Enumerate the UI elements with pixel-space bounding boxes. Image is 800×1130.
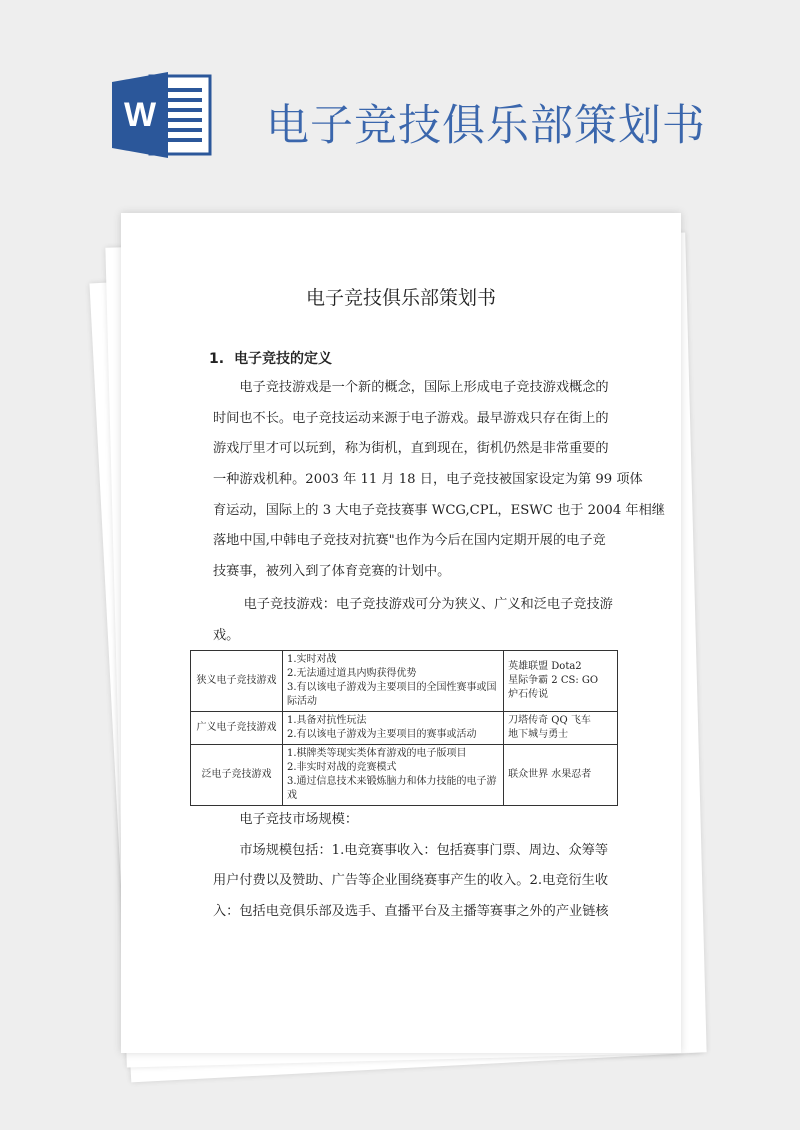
criteria-item: 2.无法通过道具内购获得优势 xyxy=(286,668,417,679)
table-row xyxy=(191,712,618,745)
table-row xyxy=(191,745,618,806)
criteria-item: 1.具备对抗性玩法 xyxy=(286,715,367,726)
game-line: 联众世界 水果忍者 xyxy=(508,769,592,780)
paragraph-line: 入：包括电竞俱乐部及选手、直播平台及主播等赛事之外的产业链核 xyxy=(213,904,609,920)
paragraph-categories xyxy=(213,590,623,651)
paragraph-line: 电子竞技市场规模： xyxy=(213,812,359,827)
word-document-icon xyxy=(112,72,212,158)
paragraph-line: 一种游戏机种。2003 年 11 月 18 日，电子竞技被国家设定为第 99 项体 xyxy=(213,472,643,488)
table-cell-games xyxy=(504,651,618,712)
game-line: 炉石传说 xyxy=(508,689,549,700)
criteria-item: 3.通过信息技术来锻炼脑力和体力技能的电子游戏 xyxy=(286,776,497,801)
table-row xyxy=(191,651,618,712)
game-line: 地下城与勇士 xyxy=(508,729,569,740)
category-table xyxy=(190,650,618,806)
paragraph-line: 游戏厅里才可以玩到，称为街机，直到现在，街机仍然是非常重要的 xyxy=(213,441,609,457)
table-cell-criteria xyxy=(282,712,503,745)
table-cell-games xyxy=(504,712,618,745)
paragraph-line: 戏。 xyxy=(213,627,240,643)
paragraph-line: 育运动，国际上的 3 大电子竞技赛事 WCG,CPL，ESWC 也于 2004 年相继 xyxy=(213,502,665,518)
paragraph-line: 电子竞技游戏是一个新的概念，国际上形成电子竞技游戏概念的 xyxy=(213,380,609,395)
table-cell-category: 狭义电子竞技游戏 xyxy=(191,651,283,712)
paragraph-market xyxy=(213,805,623,928)
paragraph-line: 市场规模包括：1.电竞赛事收入：包括赛事门票、周边、众筹等 xyxy=(213,842,609,858)
criteria-item: 2.有以该电子游戏为主要项目的赛事或活动 xyxy=(286,729,477,740)
document-title: 电子竞技俱乐部策划书 xyxy=(305,287,496,309)
paragraph-line: 电子竞技游戏：电子竞技游戏可分为狭义、广义和泛电子竞技游 xyxy=(213,597,613,612)
criteria-item: 2.非实时对战的竞赛模式 xyxy=(286,762,397,773)
table-cell-criteria xyxy=(282,745,503,806)
table-cell-criteria xyxy=(282,651,503,712)
game-line: 刀塔传奇 QQ 飞车 xyxy=(508,715,591,726)
paragraph-line: 技赛事，被列入到了体育竞赛的计划中。 xyxy=(213,564,451,580)
table-cell-category: 广义电子竞技游戏 xyxy=(191,712,283,745)
criteria-item: 1.棋牌类等现实类体育游戏的电子版项目 xyxy=(286,748,467,759)
game-line: 英雄联盟 Dota2 xyxy=(508,661,582,672)
criteria-item: 3.有以该电子游戏为主要项目的全国性赛事或国际活动 xyxy=(286,682,497,707)
paragraph-line: 用户付费以及赞助、广告等企业围绕赛事产生的收入。2.电竞衍生收 xyxy=(213,873,609,889)
document-page xyxy=(121,213,681,1053)
paragraph-definition xyxy=(213,373,665,588)
banner-title: 电子竞技俱乐部策划书 xyxy=(266,101,706,151)
word-logo-letter: W xyxy=(123,96,157,134)
section-heading xyxy=(209,348,332,368)
paragraph-line: 时间也不长。电子竞技运动来源于电子游戏。最早游戏只存在街上的 xyxy=(213,410,609,426)
game-line: 星际争霸 2 CS: GO xyxy=(508,675,599,686)
section-title: 电子竞技的定义 xyxy=(234,351,333,367)
criteria-item: 1.实时对战 xyxy=(286,654,337,665)
table-cell-category: 泛电子竞技游戏 xyxy=(191,745,283,806)
table-cell-games xyxy=(504,745,618,806)
paragraph-line: 落地中国,中韩电子竞技对抗赛"也作为今后在国内定期开展的电子竞 xyxy=(213,533,606,549)
banner xyxy=(0,0,800,200)
section-number: 1. xyxy=(209,351,225,367)
